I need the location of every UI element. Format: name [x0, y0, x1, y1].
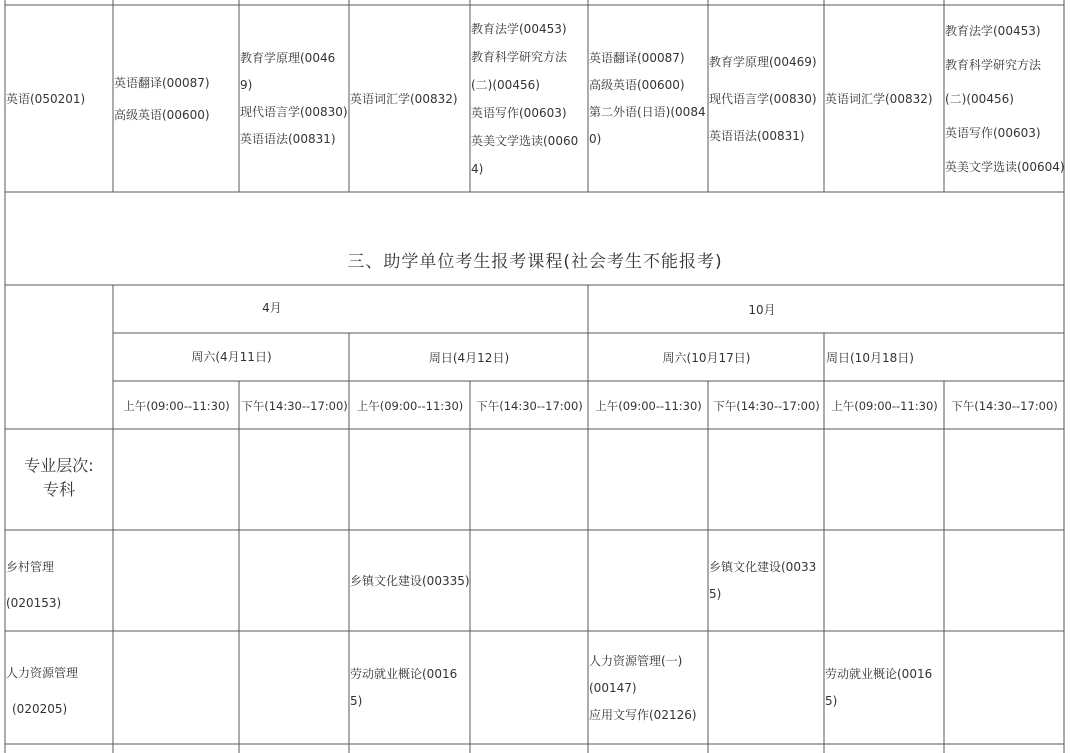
top-cell-6-line-1: 教育学原理(00469) [709, 54, 817, 69]
level-label [6, 454, 112, 506]
day-apr-12: 周日(4月12日) [428, 351, 510, 365]
month-april: 4月 [262, 301, 282, 315]
level-label-line1: 专业层次: [24, 456, 94, 475]
row-hr-cell-5-line-3: 应用文写作(02126) [589, 707, 697, 722]
top-cell-8-line-4: 英语写作(00603) [945, 126, 1041, 140]
top-cell-3 [350, 6, 469, 192]
row-rural-cell-6-line-2: 5) [709, 587, 722, 601]
row-hr-major-code: (020205) [12, 702, 68, 716]
major-english [6, 6, 112, 192]
day-oct-17: 周六(10月17日) [662, 351, 751, 365]
top-cell-8 [945, 6, 1063, 192]
session-8: 下午(14:30--17:00) [951, 399, 1058, 413]
top-cell-2 [240, 6, 348, 192]
top-cell-4-line-3: (二)(00456) [471, 78, 540, 92]
month-october: 10月 [748, 303, 776, 317]
top-cell-6-line-2: 现代语言学(00830) [709, 91, 817, 106]
row-hr-cell-5-line-2: (00147) [589, 680, 637, 695]
row-rural-cell-6 [709, 531, 823, 631]
row-rural-cell-3-line-1: 乡镇文化建设(00335) [350, 574, 470, 588]
major-english-label: 英语(050201) [6, 92, 86, 106]
top-cell-4-line-2: 教育科学研究方法 [471, 50, 568, 64]
day-apr-11: 周六(4月11日) [191, 350, 272, 364]
top-cell-5-line-4: 0) [589, 132, 602, 146]
top-cell-2-line-3: 现代语言学(00830) [240, 105, 348, 119]
level-label-line2: 专科 [42, 480, 75, 499]
top-cell-4-line-6: 4) [471, 162, 484, 176]
row-hr-cell-3 [350, 632, 469, 744]
top-cell-1-line-1: 英语翻译(00087) [114, 76, 210, 90]
session-6: 下午(14:30--17:00) [713, 399, 820, 413]
session-2: 下午(14:30--17:00) [241, 399, 348, 413]
top-cell-1-line-2: 高级英语(00600) [114, 108, 210, 122]
row-hr-major [6, 655, 112, 725]
top-cell-3-line-1: 英语词汇学(00832) [350, 92, 458, 106]
top-cell-1 [114, 6, 238, 192]
top-cell-8-line-5: 英美文学选读(00604) [945, 160, 1065, 174]
day-oct-18: 周日(10月18日) [826, 351, 914, 365]
top-cell-8-line-3: (二)(00456) [945, 92, 1014, 106]
top-cell-6 [709, 6, 823, 192]
top-cell-2-line-2: 9) [240, 78, 253, 92]
top-cell-4 [471, 6, 587, 192]
row-rural-major-code: (020153) [6, 596, 62, 610]
row-hr-cell-3-line-2: 5) [350, 694, 363, 708]
session-3: 上午(09:00--11:30) [356, 399, 464, 413]
top-cell-2-line-1: 教育学原理(0046 [240, 51, 336, 65]
row-hr-cell-7-line-2: 5) [825, 694, 838, 708]
top-cell-8-line-1: 教育法学(00453) [945, 24, 1041, 38]
row-hr-major-name: 人力资源管理 [6, 666, 79, 680]
session-1: 上午(09:00--11:30) [123, 399, 230, 413]
row-rural-major-name: 乡村管理 [6, 560, 55, 574]
row-hr-cell-7 [825, 632, 943, 744]
top-cell-6-line-3: 英语语法(00831) [709, 128, 805, 143]
top-cell-2-line-4: 英语语法(00831) [240, 132, 336, 146]
top-cell-5-line-3: 第二外语(日语)(0084 [589, 105, 706, 119]
top-cell-4-line-1: 教育法学(00453) [471, 22, 567, 36]
section-title: 三、助学单位考生报考课程(社会考生不能报考) [347, 252, 723, 272]
row-rural-major [6, 549, 112, 619]
row-rural-cell-6-line-1: 乡镇文化建设(0033 [709, 560, 817, 574]
row-hr-cell-5-line-1: 人力资源管理(一) [589, 653, 683, 668]
session-7: 上午(09:00--11:30) [831, 399, 938, 413]
top-cell-7-line-1: 英语词汇学(00832) [825, 92, 933, 106]
top-cell-5-line-1: 英语翻译(00087) [589, 51, 685, 65]
row-hr-cell-5 [589, 632, 707, 744]
top-cell-5-line-2: 高级英语(00600) [589, 78, 685, 92]
top-cell-7 [825, 6, 943, 192]
row-rural-cell-3 [350, 531, 469, 631]
session-4: 下午(14:30--17:00) [476, 399, 583, 413]
top-cell-5 [589, 6, 707, 192]
row-hr-cell-7-line-1: 劳动就业概论(0016 [825, 667, 933, 681]
session-5: 上午(09:00--11:30) [595, 399, 702, 413]
top-cell-4-line-4: 英语写作(00603) [471, 106, 567, 120]
top-cell-8-line-2: 教育科学研究方法 [945, 58, 1042, 72]
top-cell-4-line-5: 英美文学选读(0060 [471, 134, 579, 148]
row-hr-cell-3-line-1: 劳动就业概论(0016 [350, 667, 458, 681]
